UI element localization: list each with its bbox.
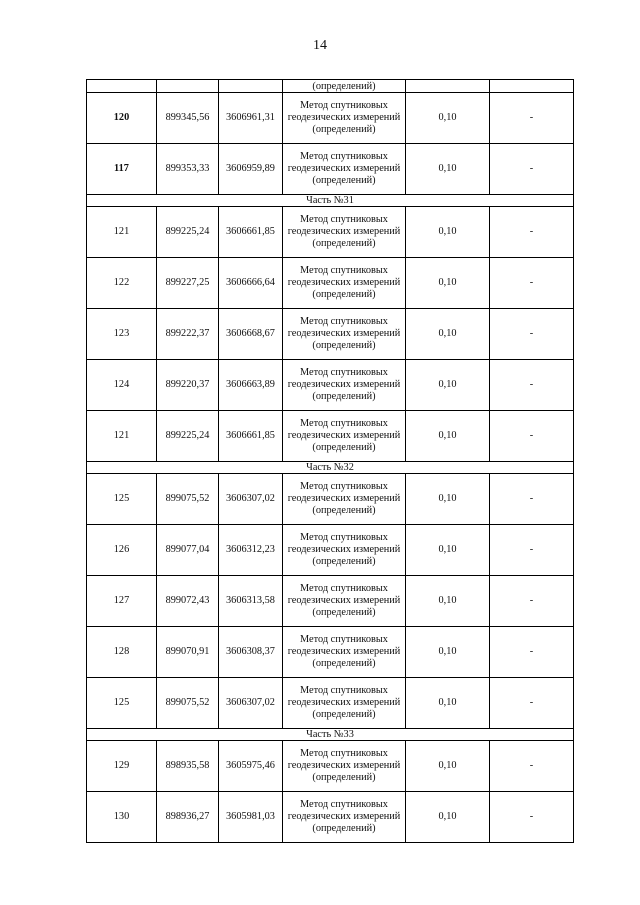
method-cell: Метод спутниковых геодезических измерений (определений) — [283, 741, 406, 792]
y-coordinate-cell: 3606661,85 — [219, 207, 283, 258]
point-id-cell: 125 — [87, 678, 157, 729]
table-row — [87, 258, 574, 309]
y-coordinate-cell: 3606308,37 — [219, 627, 283, 678]
note-cell: - — [490, 258, 574, 309]
accuracy-cell: 0,10 — [406, 576, 490, 627]
x-coordinate-cell: 899220,37 — [157, 360, 219, 411]
x-coordinate-cell: 899075,52 — [157, 678, 219, 729]
page-number: 14 — [313, 38, 327, 53]
accuracy-cell: 0,10 — [406, 93, 490, 144]
accuracy-cell: 0,10 — [406, 144, 490, 195]
table-row — [87, 792, 574, 843]
table-cell — [87, 80, 157, 93]
method-cell: Метод спутниковых геодезических измерений (определений) — [283, 576, 406, 627]
table-row — [87, 576, 574, 627]
method-cell: (определений) — [283, 80, 406, 93]
x-coordinate-cell: 899225,24 — [157, 411, 219, 462]
coordinates-table — [86, 79, 574, 843]
section-label: Часть №31 — [87, 195, 574, 207]
accuracy-cell: 0,10 — [406, 792, 490, 843]
x-coordinate-cell: 899345,56 — [157, 93, 219, 144]
x-coordinate-cell: 898935,58 — [157, 741, 219, 792]
y-coordinate-cell: 3606312,23 — [219, 525, 283, 576]
note-cell: - — [490, 792, 574, 843]
method-cell: Метод спутниковых геодезических измерений (определений) — [283, 525, 406, 576]
x-coordinate-cell: 899222,37 — [157, 309, 219, 360]
y-coordinate-cell: 3606959,89 — [219, 144, 283, 195]
x-coordinate-cell: 899070,91 — [157, 627, 219, 678]
note-cell: - — [490, 741, 574, 792]
y-coordinate-cell: 3606661,85 — [219, 411, 283, 462]
table-body — [87, 80, 574, 843]
method-cell: Метод спутниковых геодезических измерений (определений) — [283, 411, 406, 462]
table-row — [87, 627, 574, 678]
table-row — [87, 741, 574, 792]
point-id-cell: 125 — [87, 474, 157, 525]
note-cell: - — [490, 576, 574, 627]
table-cell — [406, 80, 490, 93]
table-row — [87, 144, 574, 195]
note-cell: - — [490, 474, 574, 525]
accuracy-cell: 0,10 — [406, 627, 490, 678]
accuracy-cell: 0,10 — [406, 474, 490, 525]
accuracy-cell: 0,10 — [406, 360, 490, 411]
table-cell — [490, 80, 574, 93]
section-header-row — [87, 462, 574, 474]
section-label: Часть №33 — [87, 729, 574, 741]
method-cell: Метод спутниковых геодезических измерений (определений) — [283, 474, 406, 525]
y-coordinate-cell: 3606961,31 — [219, 93, 283, 144]
note-cell: - — [490, 627, 574, 678]
method-cell: Метод спутниковых геодезических измерений (определений) — [283, 678, 406, 729]
table-row — [87, 360, 574, 411]
note-cell: - — [490, 678, 574, 729]
x-coordinate-cell: 899225,24 — [157, 207, 219, 258]
point-id-cell: 117 — [87, 144, 157, 195]
y-coordinate-cell: 3606666,64 — [219, 258, 283, 309]
continuation-row — [87, 80, 574, 93]
x-coordinate-cell: 899077,04 — [157, 525, 219, 576]
point-id-cell: 128 — [87, 627, 157, 678]
accuracy-cell: 0,10 — [406, 741, 490, 792]
table-cell — [219, 80, 283, 93]
y-coordinate-cell: 3606307,02 — [219, 474, 283, 525]
note-cell: - — [490, 360, 574, 411]
point-id-cell: 121 — [87, 207, 157, 258]
table-row — [87, 474, 574, 525]
method-cell: Метод спутниковых геодезических измерений (определений) — [283, 258, 406, 309]
section-header-row — [87, 729, 574, 741]
point-id-cell: 124 — [87, 360, 157, 411]
method-cell: Метод спутниковых геодезических измерений (определений) — [283, 144, 406, 195]
section-header-row — [87, 195, 574, 207]
method-cell: Метод спутниковых геодезических измерений (определений) — [283, 627, 406, 678]
point-id-cell: 127 — [87, 576, 157, 627]
table-row — [87, 207, 574, 258]
accuracy-cell: 0,10 — [406, 525, 490, 576]
method-cell: Метод спутниковых геодезических измерений (определений) — [283, 207, 406, 258]
table-row — [87, 411, 574, 462]
accuracy-cell: 0,10 — [406, 309, 490, 360]
accuracy-cell: 0,10 — [406, 258, 490, 309]
note-cell: - — [490, 207, 574, 258]
note-cell: - — [490, 309, 574, 360]
table-row — [87, 93, 574, 144]
method-cell: Метод спутниковых геодезических измерений (определений) — [283, 93, 406, 144]
x-coordinate-cell: 899227,25 — [157, 258, 219, 309]
point-id-cell: 129 — [87, 741, 157, 792]
accuracy-cell: 0,10 — [406, 678, 490, 729]
method-cell: Метод спутниковых геодезических измерений (определений) — [283, 360, 406, 411]
y-coordinate-cell: 3606663,89 — [219, 360, 283, 411]
point-id-cell: 120 — [87, 93, 157, 144]
method-cell: Метод спутниковых геодезических измерений (определений) — [283, 792, 406, 843]
y-coordinate-cell: 3606668,67 — [219, 309, 283, 360]
x-coordinate-cell: 899075,52 — [157, 474, 219, 525]
point-id-cell: 122 — [87, 258, 157, 309]
note-cell: - — [490, 411, 574, 462]
note-cell: - — [490, 144, 574, 195]
table-cell — [157, 80, 219, 93]
x-coordinate-cell: 899072,43 — [157, 576, 219, 627]
table-row — [87, 525, 574, 576]
table-row — [87, 309, 574, 360]
table-row — [87, 678, 574, 729]
note-cell: - — [490, 93, 574, 144]
x-coordinate-cell: 898936,27 — [157, 792, 219, 843]
y-coordinate-cell: 3606313,58 — [219, 576, 283, 627]
x-coordinate-cell: 899353,33 — [157, 144, 219, 195]
y-coordinate-cell: 3605981,03 — [219, 792, 283, 843]
point-id-cell: 123 — [87, 309, 157, 360]
point-id-cell: 130 — [87, 792, 157, 843]
y-coordinate-cell: 3606307,02 — [219, 678, 283, 729]
y-coordinate-cell: 3605975,46 — [219, 741, 283, 792]
method-cell: Метод спутниковых геодезических измерений (определений) — [283, 309, 406, 360]
accuracy-cell: 0,10 — [406, 207, 490, 258]
accuracy-cell: 0,10 — [406, 411, 490, 462]
section-label: Часть №32 — [87, 462, 574, 474]
point-id-cell: 121 — [87, 411, 157, 462]
point-id-cell: 126 — [87, 525, 157, 576]
note-cell: - — [490, 525, 574, 576]
